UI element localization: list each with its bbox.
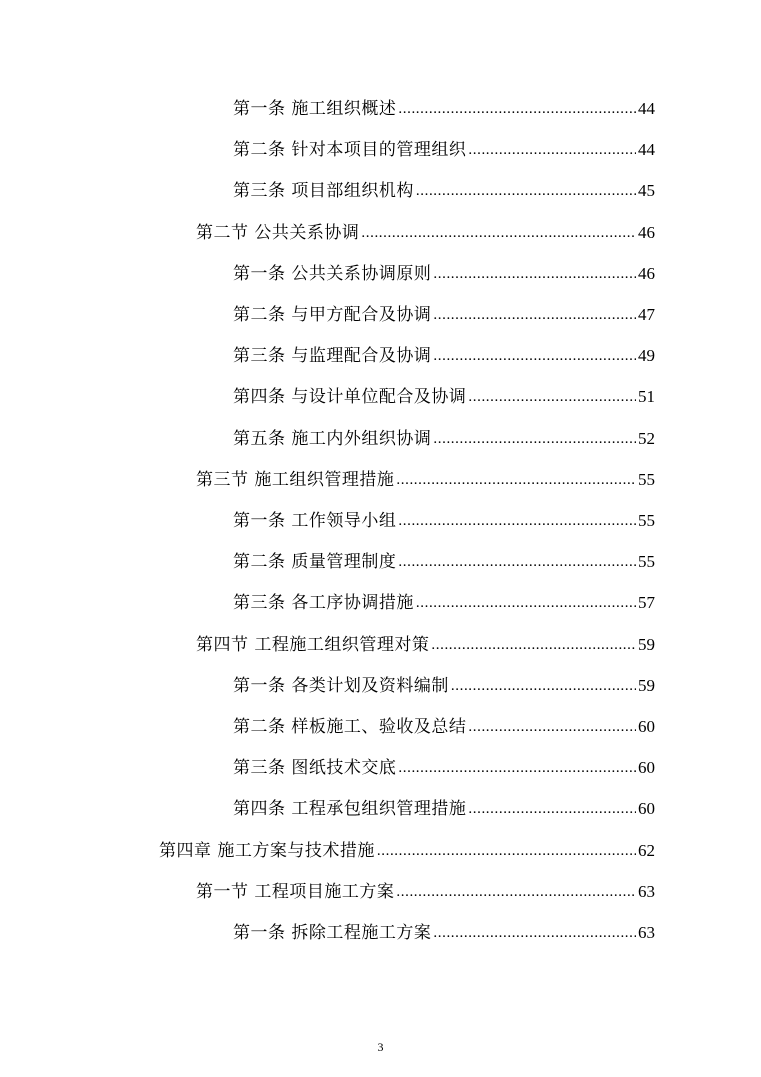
toc-entry-title: 第三条 图纸技术交底 — [233, 758, 397, 778]
toc-entry[interactable] — [233, 755, 655, 781]
toc-dot-leader — [416, 178, 636, 204]
toc-entry-title: 第二条 与甲方配合及协调 — [233, 305, 432, 325]
toc-dot-leader — [433, 261, 636, 287]
toc-entry-title: 第三节 施工组织管理措施 — [196, 470, 395, 490]
toc-entry[interactable] — [233, 920, 655, 946]
toc-dot-leader — [468, 714, 636, 740]
toc-dot-leader — [468, 796, 636, 822]
toc-entry-title: 第二节 公共关系协调 — [196, 223, 360, 243]
toc-dot-leader — [398, 549, 636, 575]
toc-entry[interactable] — [233, 714, 655, 740]
page-number: 3 — [377, 1040, 384, 1054]
toc-entry[interactable] — [233, 302, 655, 328]
toc-entry-page: 44 — [638, 99, 655, 118]
toc-entry-page: 60 — [638, 799, 655, 818]
toc-entry-page: 59 — [638, 635, 655, 654]
toc-entry-page: 55 — [638, 511, 655, 530]
toc-entry[interactable] — [233, 426, 655, 452]
toc-entry[interactable] — [233, 137, 655, 163]
toc-entry-title: 第二条 针对本项目的管理组织 — [233, 140, 467, 160]
toc-entry-page: 63 — [638, 923, 655, 942]
toc-entry-page: 60 — [638, 758, 655, 777]
toc-entry[interactable] — [233, 549, 655, 575]
toc-entry-page: 47 — [638, 305, 655, 324]
toc-entry-page: 57 — [638, 593, 655, 612]
toc-entry-title: 第四章 施工方案与技术措施 — [159, 841, 375, 861]
toc-entry[interactable] — [196, 879, 655, 905]
toc-entry-title: 第一条 各类计划及资料编制 — [233, 676, 449, 696]
toc-entry-page: 45 — [638, 181, 655, 200]
toc-entry-page: 49 — [638, 346, 655, 365]
toc-dot-leader — [396, 467, 636, 493]
toc-dot-leader — [361, 220, 636, 246]
toc-entry-page: 52 — [638, 429, 655, 448]
toc-entry[interactable] — [233, 673, 655, 699]
toc-entry[interactable] — [233, 508, 655, 534]
toc-entry-page: 63 — [638, 882, 655, 901]
toc-entry-title: 第二条 质量管理制度 — [233, 552, 397, 572]
toc-dot-leader — [433, 920, 636, 946]
toc-entry[interactable] — [159, 838, 655, 864]
toc-entry-title: 第三条 项目部组织机构 — [233, 181, 414, 201]
toc-dot-leader — [451, 673, 636, 699]
toc-entry-title: 第三条 各工序协调措施 — [233, 593, 414, 613]
toc-entry-title: 第三条 与监理配合及协调 — [233, 346, 432, 366]
toc-entry-page: 44 — [638, 140, 655, 159]
toc-entry[interactable] — [233, 261, 655, 287]
toc-entry-title: 第一节 工程项目施工方案 — [196, 882, 395, 902]
toc-dot-leader — [433, 426, 636, 452]
toc-entry-title: 第一条 施工组织概述 — [233, 99, 397, 119]
toc-entry[interactable] — [233, 343, 655, 369]
toc-dot-leader — [416, 590, 636, 616]
toc-entry-page: 59 — [638, 676, 655, 695]
toc-entry[interactable] — [196, 220, 655, 246]
toc-entry-page: 60 — [638, 717, 655, 736]
toc-entry-title: 第一条 公共关系协调原则 — [233, 264, 432, 284]
toc-entry-page: 46 — [638, 264, 655, 283]
toc-entry[interactable] — [233, 590, 655, 616]
toc-entry-title: 第一条 工作领导小组 — [233, 511, 397, 531]
toc-dot-leader — [398, 96, 636, 122]
toc-entry-page: 62 — [638, 841, 655, 860]
toc-entry-page: 51 — [638, 387, 655, 406]
toc-entry[interactable] — [233, 178, 655, 204]
toc-entry[interactable] — [196, 467, 655, 493]
toc-entry[interactable] — [233, 96, 655, 122]
toc-entry-title: 第四条 与设计单位配合及协调 — [233, 387, 467, 407]
toc-entry-title: 第五条 施工内外组织协调 — [233, 429, 432, 449]
toc-entry-page: 55 — [638, 470, 655, 489]
toc-entry[interactable] — [233, 384, 655, 410]
toc-dot-leader — [396, 879, 636, 905]
toc-dot-leader — [433, 343, 636, 369]
toc-dot-leader — [398, 755, 636, 781]
toc-entry-title: 第四节 工程施工组织管理对策 — [196, 635, 430, 655]
toc-dot-leader — [377, 838, 636, 864]
toc-entry-title: 第二条 样板施工、验收及总结 — [233, 717, 467, 737]
toc-entry-page: 46 — [638, 223, 655, 242]
toc-entry-title: 第四条 工程承包组织管理措施 — [233, 799, 467, 819]
toc-dot-leader — [431, 632, 636, 658]
toc-dot-leader — [468, 384, 636, 410]
toc-entry[interactable] — [233, 796, 655, 822]
toc-entry-page: 55 — [638, 552, 655, 571]
toc-entry[interactable] — [196, 632, 655, 658]
toc-entry-title: 第一条 拆除工程施工方案 — [233, 923, 432, 943]
toc-dot-leader — [398, 508, 636, 534]
toc-dot-leader — [433, 302, 636, 328]
toc-dot-leader — [468, 137, 636, 163]
